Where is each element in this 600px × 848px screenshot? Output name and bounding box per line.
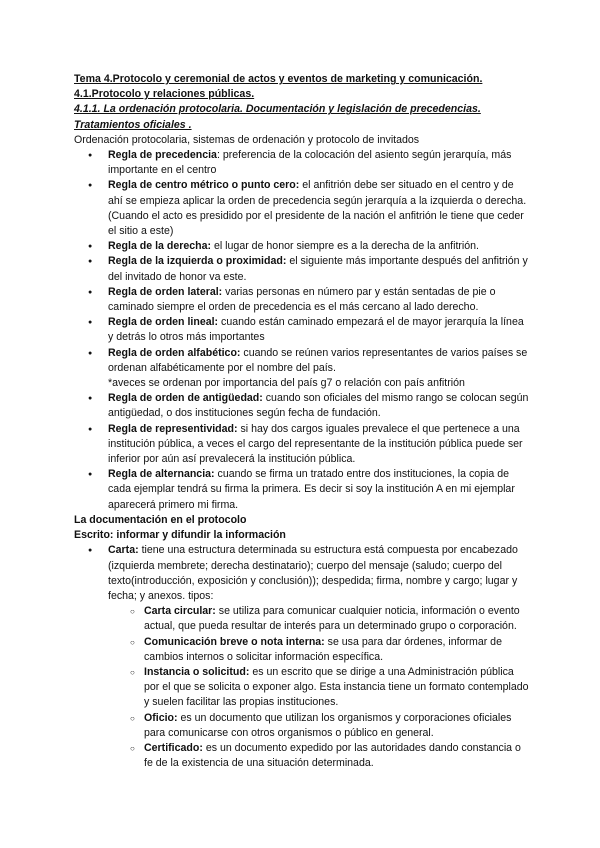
documentation-subheading: Escrito: informar y difundir la información <box>74 529 286 542</box>
letter-types-list <box>74 604 530 771</box>
section-title: 4.1.Protocolo y relaciones públicas. <box>74 88 255 101</box>
subsection-title: 4.1.1. La ordenación protocolaria. Documentación y legislación de precedencias. Tratamientos oficiales . <box>74 103 481 131</box>
list-item: ● Regla de precedencia: preferencia de la colocación del asiento según jerarquía, más importante en el centro <box>74 148 530 178</box>
list-item: ● Regla de centro métrico o punto cero: el anfitrión debe ser situado en el centro y de ahí se empieza aplicar la orden de precedencia según jerarquía a la izquierda o derecha. (Cuando el acto es presidido por el presidente de la nación el anfitrión le tiene que ceder el sitio a este) <box>74 178 530 239</box>
rules-list <box>74 148 530 513</box>
document-content <box>74 72 530 771</box>
list-item: ● Regla de la izquierda o proximidad: el siguiente más importante después del anfitrión y del invitado de honor va este. <box>74 254 530 284</box>
intro-text: Ordenación protocolaria, sistemas de ordenación y protocolo de invitados <box>74 133 420 146</box>
list-item: ● Regla de alternancia: cuando se firma un tratado entre dos instituciones, la copia de cada ejemplar tendrá su firma la primera. Es decir si soy la institución A en mi ejemplar aparecerá primero mi firma. <box>74 467 530 513</box>
list-item: ○ Oficio: es un documento que utilizan los organismos y corporaciones oficiales para comunicarse con otros organismos o público en general. <box>74 711 530 741</box>
list-item: ○ Certificado: es un documento expedido por las autoridades dando constancia o fe de la existencia de una situación determinada. <box>74 741 530 771</box>
list-item: ● Regla de orden alfabético: cuando se reúnen varios representantes de varios países se ordenan alfabéticamente por el nombre del país. *aveces se ordenan por importancia del país g7 o relación con país anfitrión <box>74 346 530 392</box>
documentation-list <box>74 543 530 604</box>
topic-title: Tema 4.Protocolo y ceremonial de actos y eventos de marketing y comunicación. <box>74 73 483 85</box>
list-item: ● Carta: tiene una estructura determinada su estructura está compuesta por encabezado (izquierda membrete; derecha destinatario); cuerpo del mensaje (saludo; cuerpo del texto(introducción, exposición y conclusión)); despedida; firma, nombre y cargo; lugar y fecha; y anexos. tipos: <box>74 543 530 604</box>
list-item: ○ Carta circular: se utiliza para comunicar cualquier noticia, información o evento actual, que pueda resultar de interés para un determinado grupo o corporación. <box>74 604 530 634</box>
list-item: ● Regla de la derecha: el lugar de honor siempre es a la derecha de la anfitrión. <box>74 239 530 254</box>
list-item: ● Regla de orden de antigüedad: cuando son oficiales del mismo rango se colocan según antigüedad, o dos instituciones según fecha de fundación. <box>74 391 530 421</box>
list-item: ● Regla de orden lineal: cuando están caminado empezará el de mayor jerarquía la línea y detrás lo otros más importantes <box>74 315 530 345</box>
list-item: ○ Comunicación breve o nota interna: se usa para dar órdenes, informar de cambios internos o solicitar información específica. <box>74 635 530 665</box>
documentation-heading: La documentación en el protocolo <box>74 513 247 526</box>
list-item: ● Regla de representividad: si hay dos cargos iguales prevalece el que pertenece a una institución pública, a veces el cargo del representante de la institución pública puede ser inferior por aún así prevalecerá la institución pública. <box>74 422 530 468</box>
rule-note: *aveces se ordenan por importancia del país g7 o relación con país anfitrión <box>108 377 465 390</box>
list-item: ● Regla de orden lateral: varias personas en número par y están sentadas de pie o caminado siempre el orden de precedencia es el más cercano al lado derecho. <box>74 285 530 315</box>
list-item: ○ Instancia o solicitud: es un escrito que se dirige a una Administración pública por el que se solicita o exponer algo. Esta instancia tiene un formato contemplado y suelen facilitar las propias instituciones. <box>74 665 530 711</box>
